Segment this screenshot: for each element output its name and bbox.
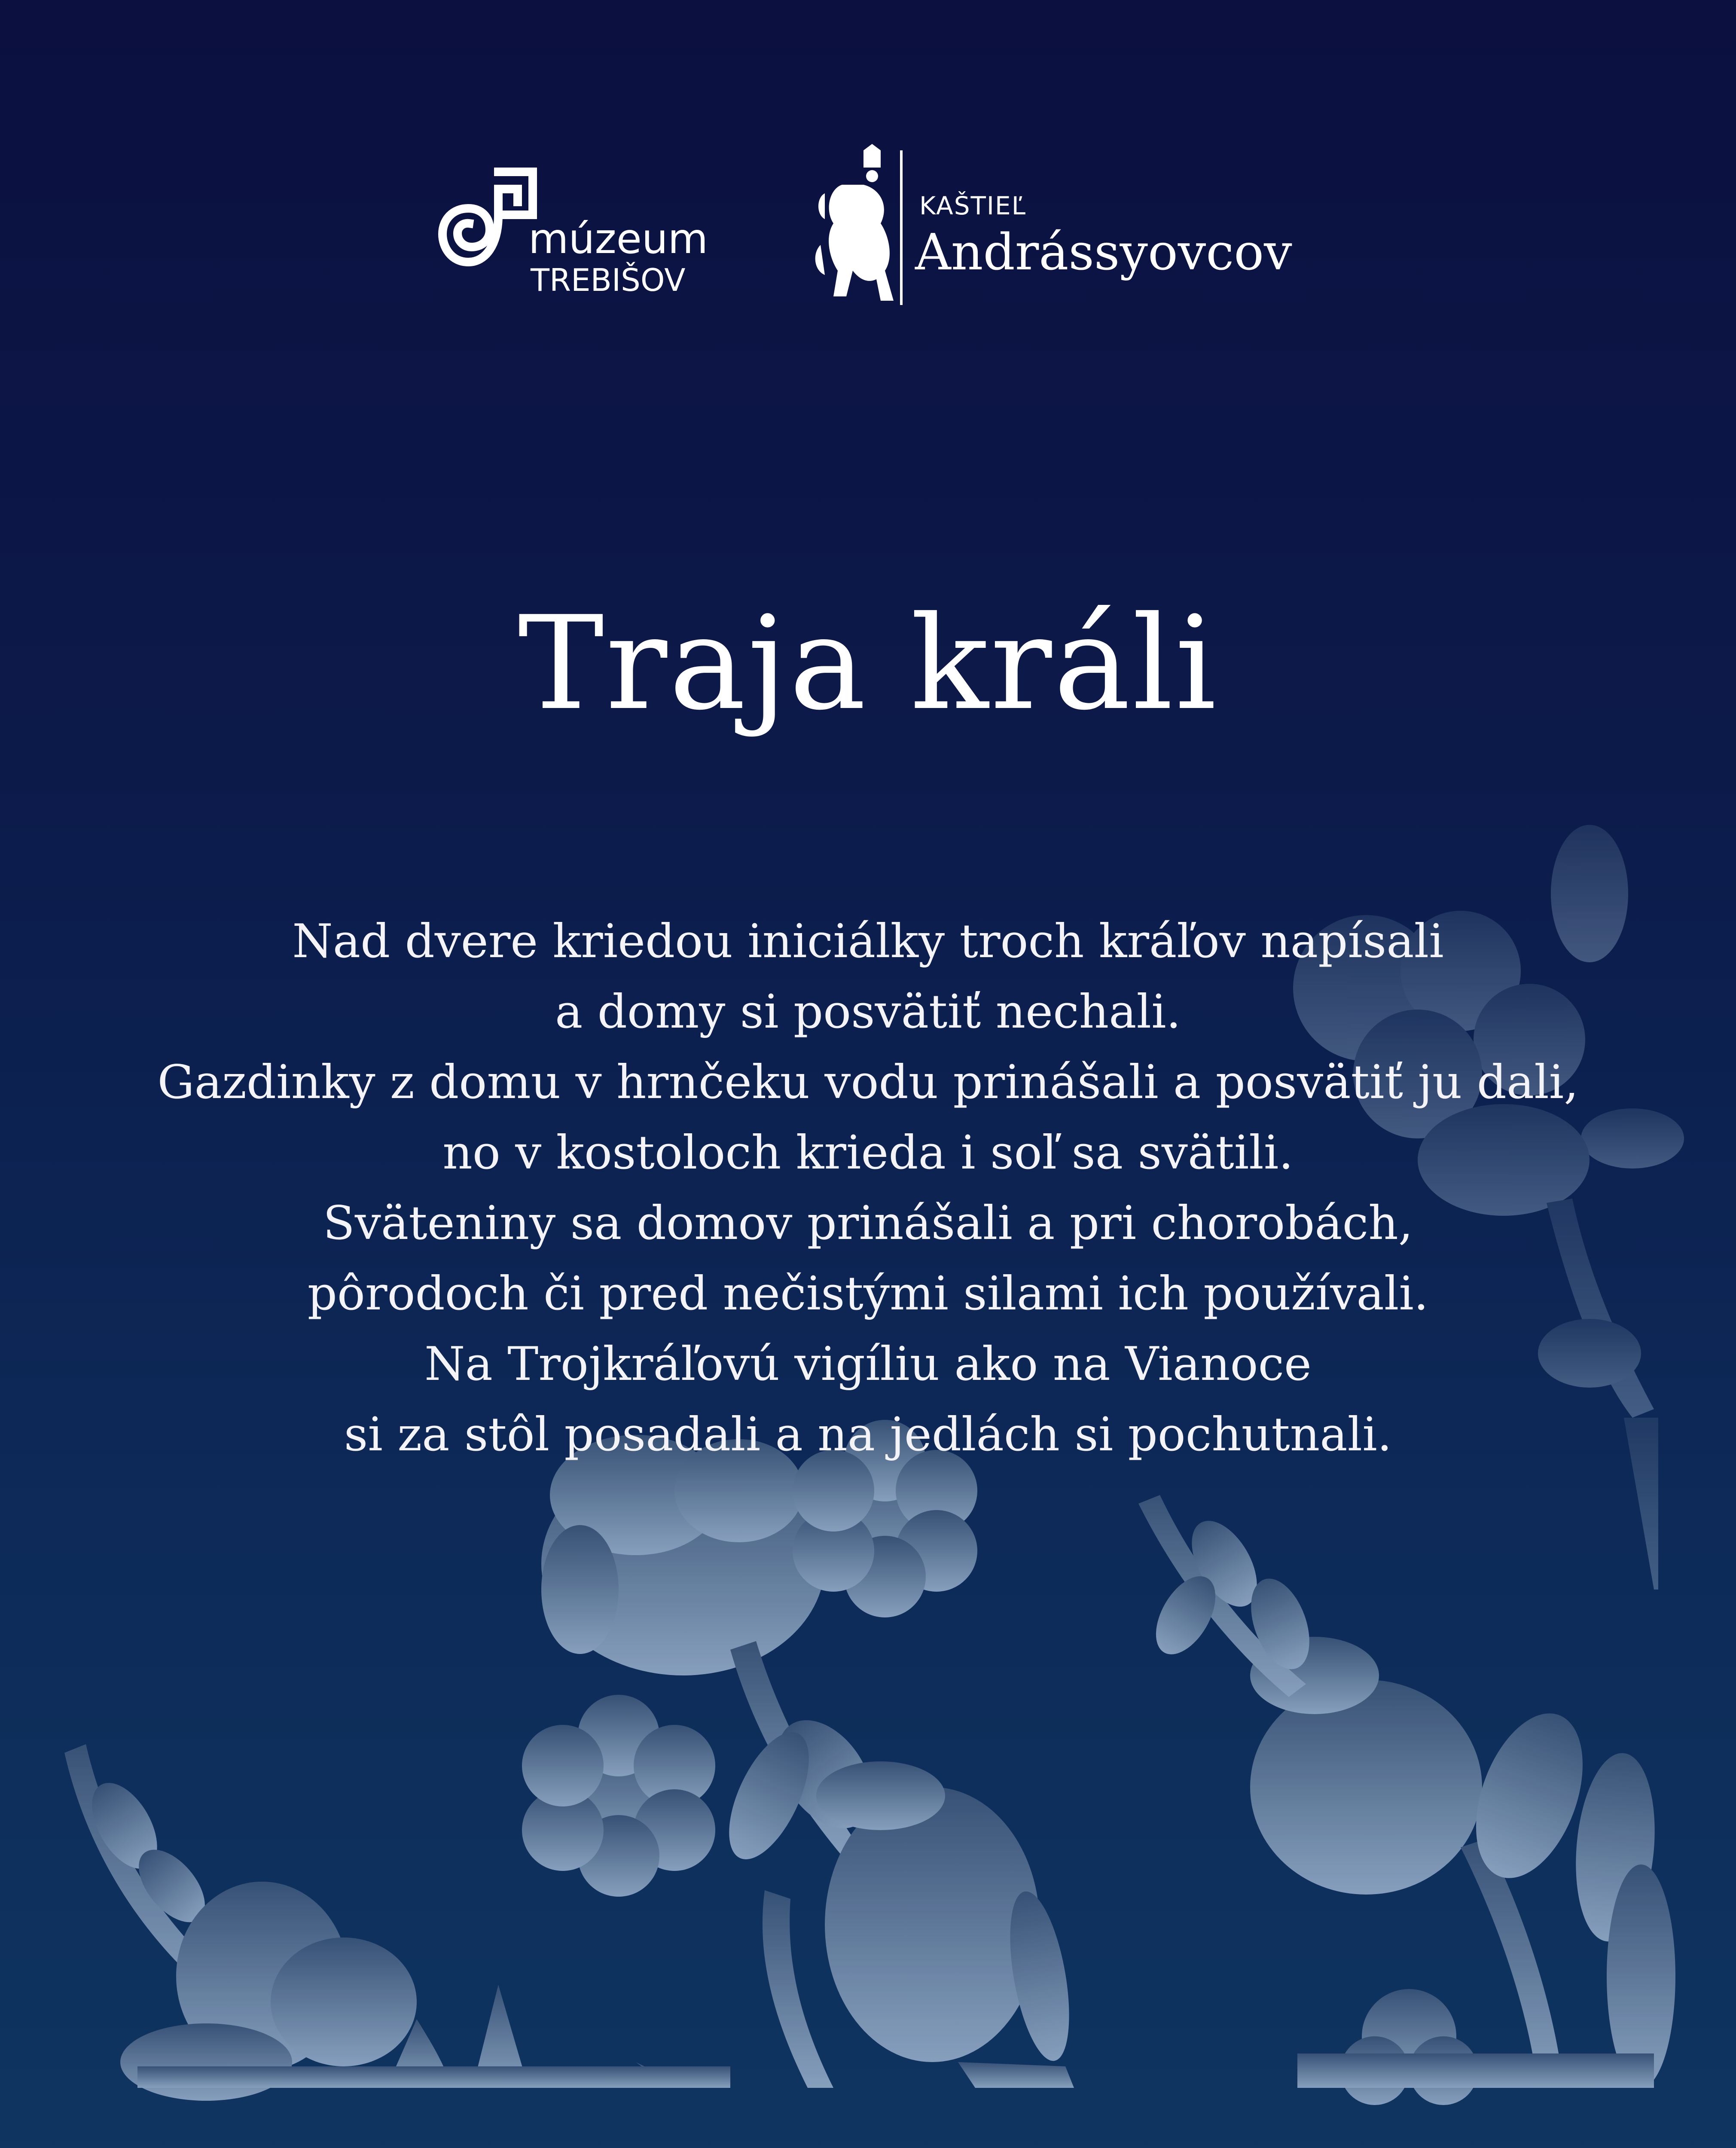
poem-line: a domy si posvätiť nechali. (555, 985, 1181, 1039)
kastiel-andrassyovcov-logo (812, 142, 1310, 314)
museum-name: múzeum (528, 215, 708, 263)
poem-line: Nad dvere kriedou iniciálky troch kráľov napísali (292, 915, 1444, 968)
poem-line: Na Trojkráľovú vigíliu ako na Vianoce (424, 1337, 1312, 1391)
museum-city: TREBIŠOV (531, 262, 686, 298)
poem-line: si za stôl posadali a na jedlách si pochutnali. (344, 1408, 1392, 1461)
logo-bar (0, 137, 1736, 318)
poem-line: no v kostoloch krieda i soľ sa svätili. (442, 1126, 1294, 1180)
left-daisy-flower (522, 1695, 715, 1897)
poem-text (0, 906, 1736, 1470)
page-title: Traja králi (518, 589, 1218, 738)
poem-line: Gazdinky z domu v hrnčeku vodu prinášali a posvätiť ju dali, (157, 1056, 1579, 1109)
lion-crest-icon (812, 142, 898, 314)
poem-line: pôrodoch či pred nečistými silami ich používali. (307, 1267, 1429, 1321)
kastiel-label: KAŠTIEĽ (919, 191, 1027, 220)
poem-line: Sväteniny sa domov prinášali a pri chorobách, (323, 1196, 1413, 1250)
logo-divider (900, 150, 903, 305)
museum-trebisov-logo (434, 155, 726, 301)
kastiel-name: Andrássyovcov (915, 223, 1292, 281)
